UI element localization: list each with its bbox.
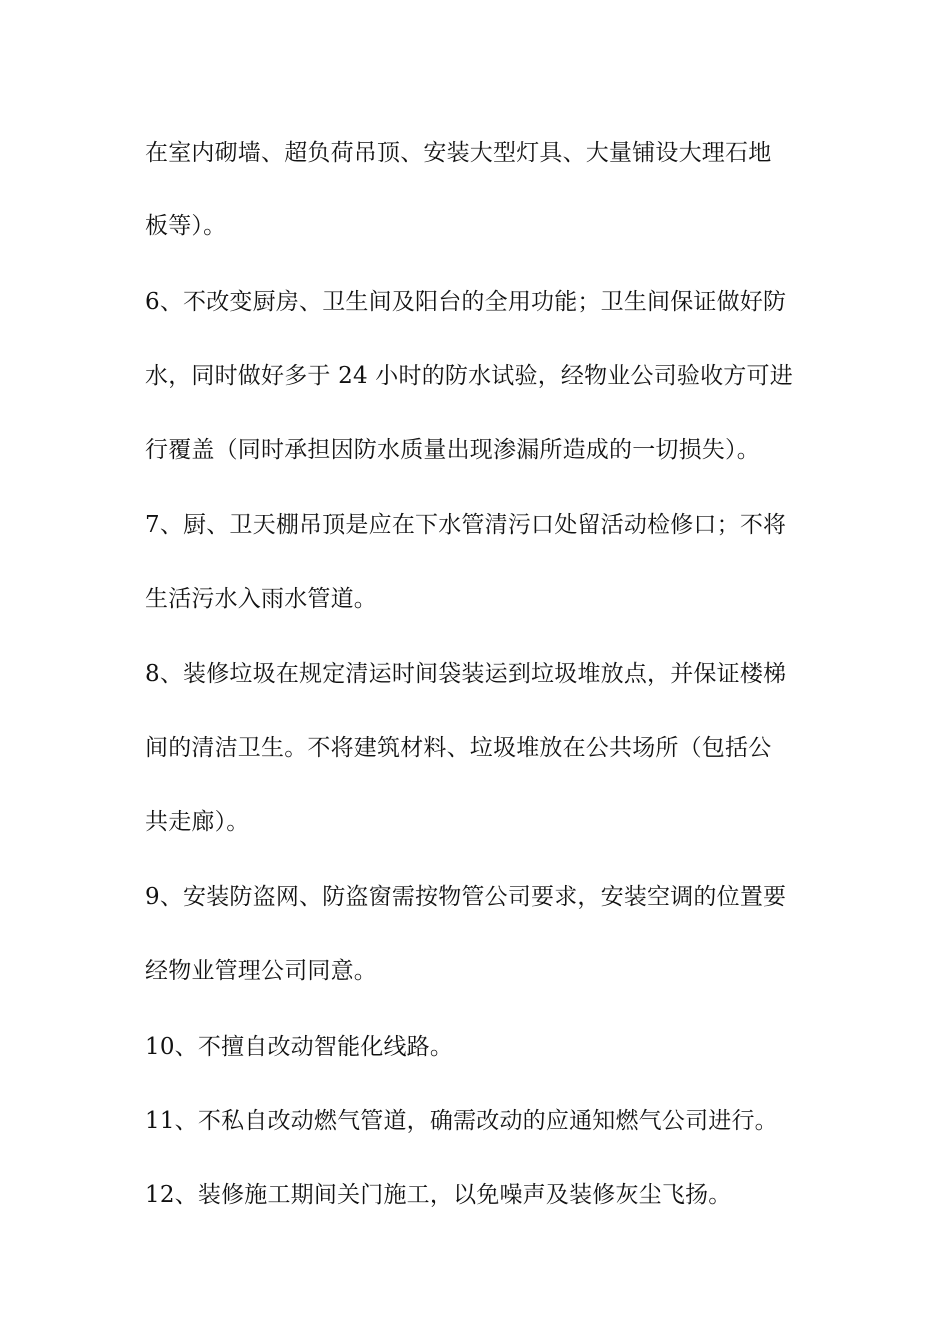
text-line-item-6-continued-2: 行覆盖（同时承担因防水质量出现渗漏所造成的一切损失）。 (145, 437, 760, 463)
text-line-item-5-continued-1: 在室内砌墙、超负荷吊顶、安装大型灯具、大量铺设大理石地 (145, 140, 772, 166)
text-line-item-6-continued-1: 水，同时做好多于 24 小时的防水试验，经物业公司验收方可进 (145, 363, 793, 389)
text-line-item-6: 6、不改变厨房、卫生间及阳台的全用功能；卫生间保证做好防 (145, 289, 787, 315)
text-line-item-8-continued-1: 间的清洁卫生。不将建筑材料、垃圾堆放在公共场所（包括公 (145, 735, 772, 761)
text-line-item-9-continued: 经物业管理公司同意。 (145, 958, 377, 984)
text-line-item-5-continued-2: 板等）。 (145, 213, 227, 239)
text-line-item-7: 7、厨、卫天棚吊顶是应在下水管清污口处留活动检修口；不将 (145, 512, 787, 538)
text-line-item-11: 11、不私自改动燃气管道，确需改动的应通知燃气公司进行。 (145, 1108, 778, 1134)
text-line-item-9: 9、安装防盗网、防盗窗需按物管公司要求，安装空调的位置要 (145, 884, 787, 910)
text-line-item-10: 10、不擅自改动智能化线路。 (145, 1034, 454, 1060)
text-line-item-12: 12、装修施工期间关门施工，以免噪声及装修灰尘飞扬。 (145, 1182, 732, 1208)
text-line-item-8-continued-2: 共走廊）。 (145, 809, 250, 835)
text-line-item-8: 8、装修垃圾在规定清运时间袋装运到垃圾堆放点，并保证楼梯 (145, 661, 787, 687)
text-line-item-7-continued: 生活污水入雨水管道。 (145, 586, 377, 612)
